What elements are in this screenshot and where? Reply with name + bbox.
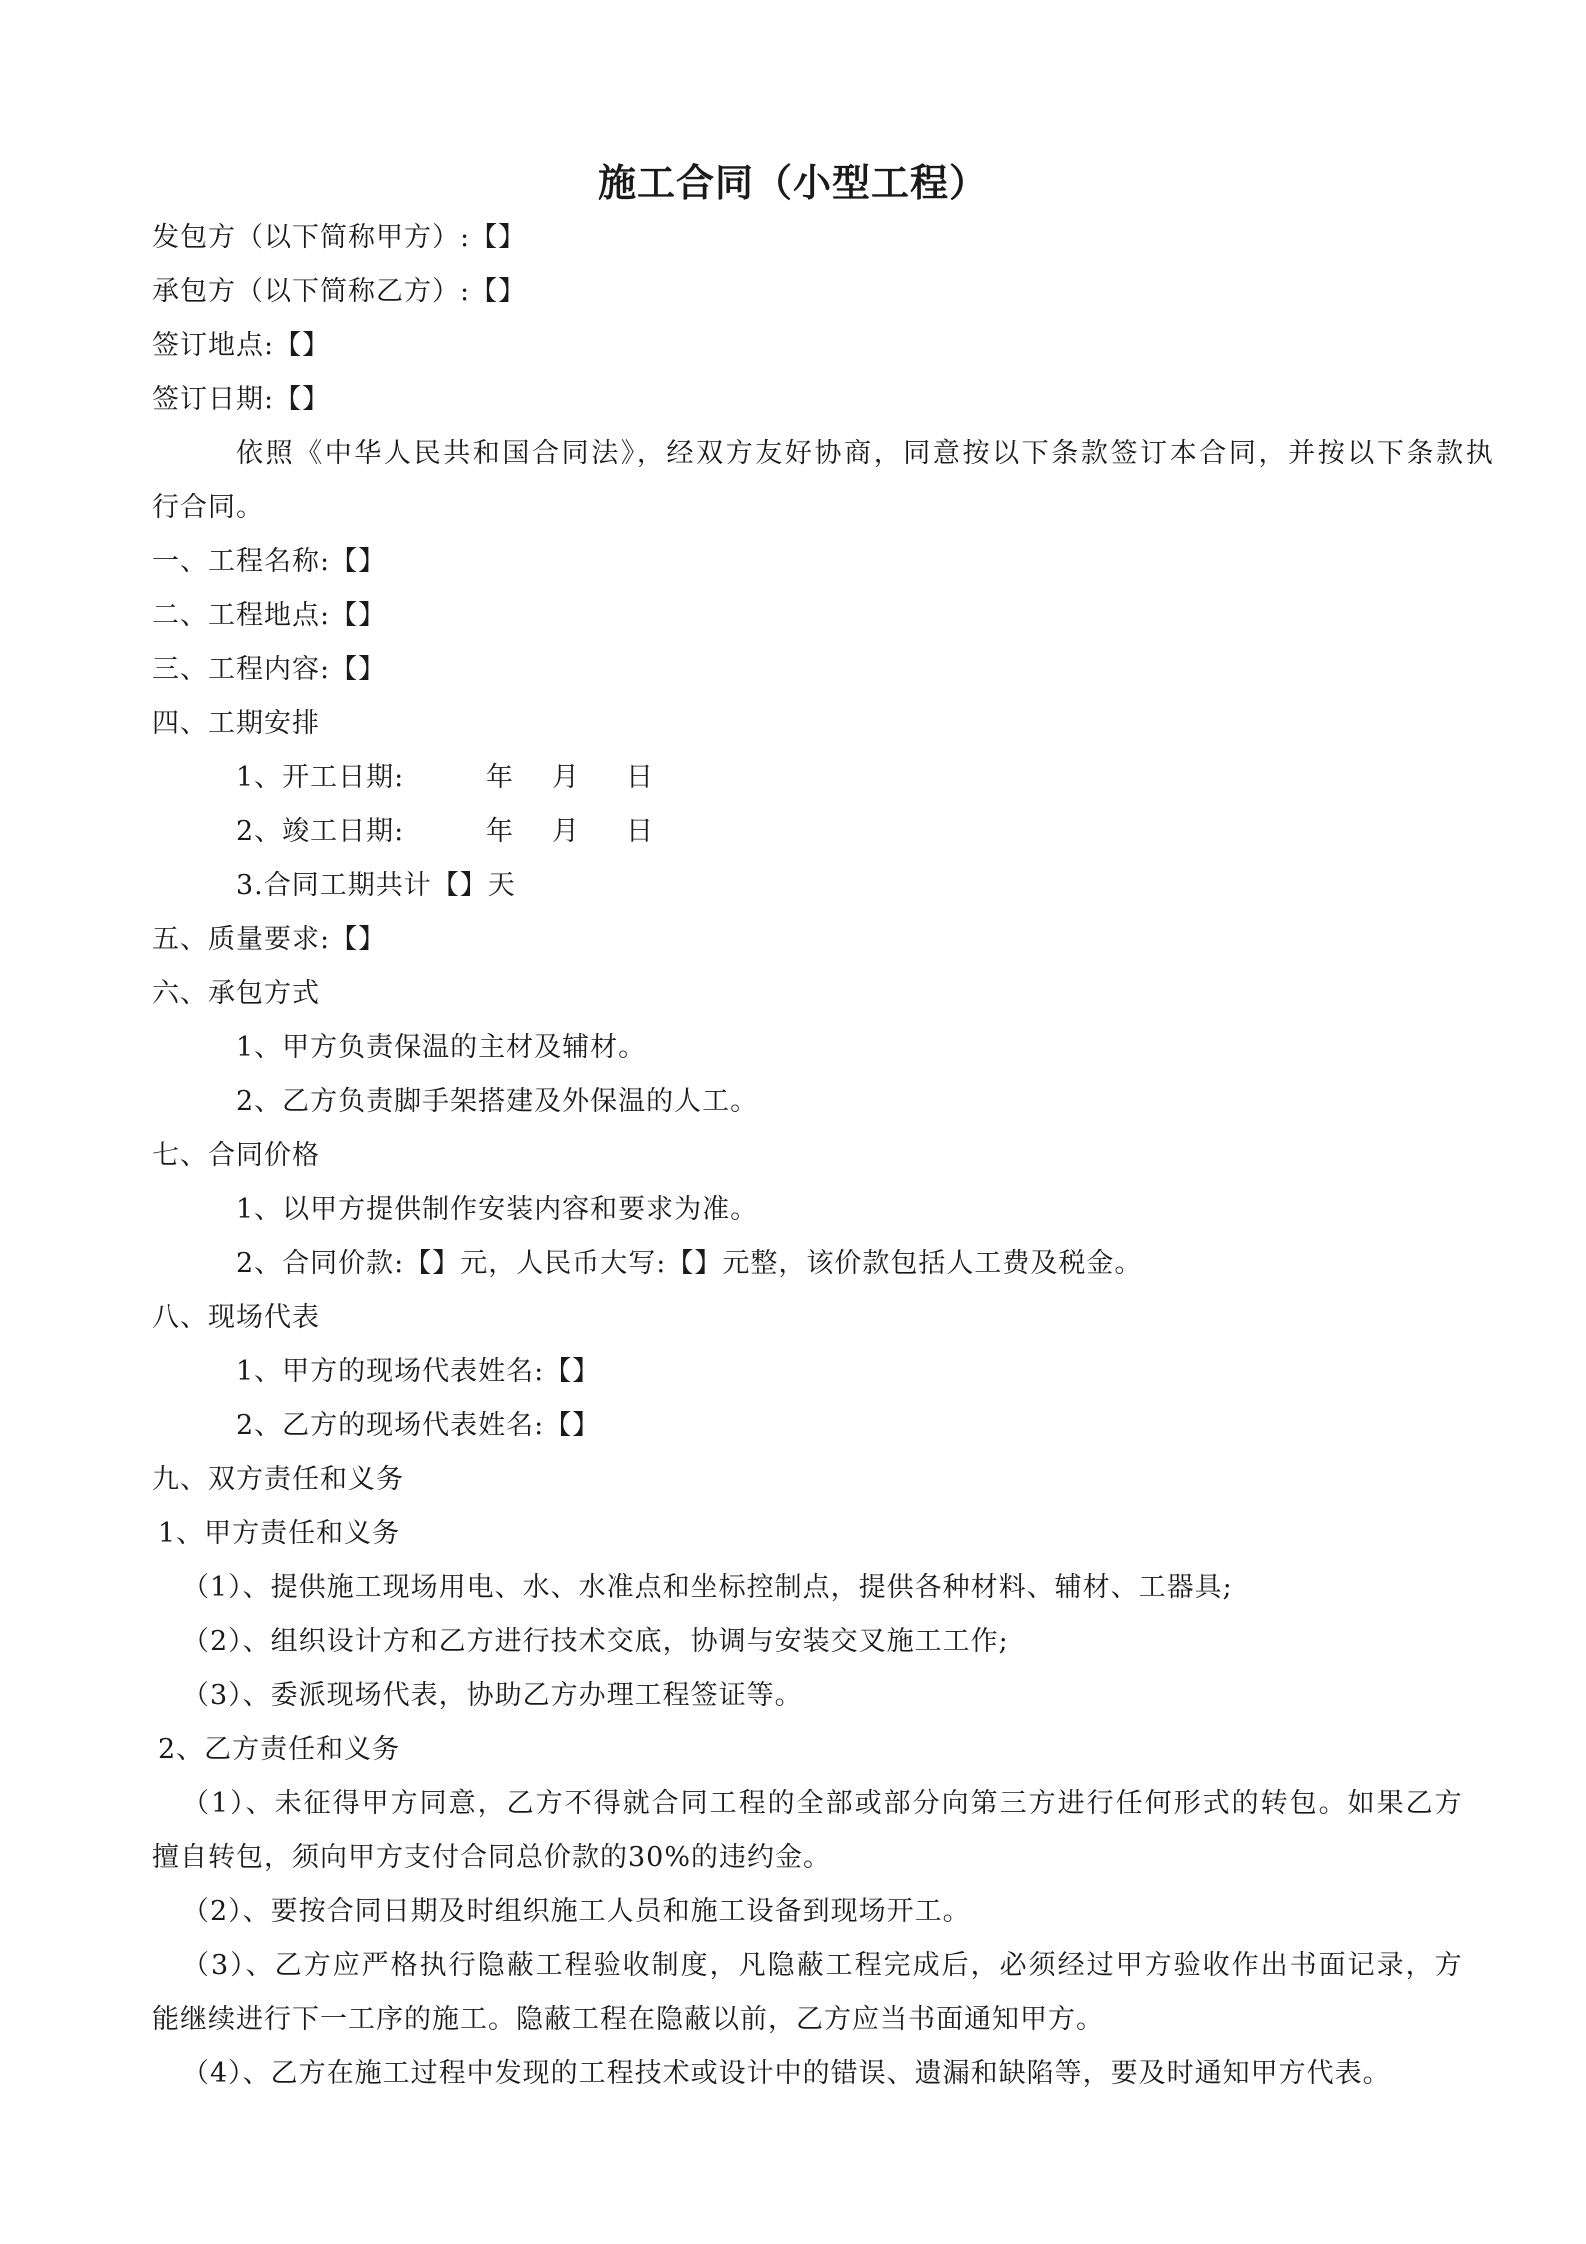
party-b-duty-4: （4）、乙方在施工过程中发现的工程技术或设计中的错误、遗漏和缺陷等，要及时通知甲方代表。: [182, 2058, 1391, 2089]
party-a-duties-heading: 1、甲方责任和义务: [158, 1518, 401, 1549]
start-date-label: 1、开工日期:: [236, 762, 405, 793]
party-b-duty-2: （2）、要按合同日期及时组织施工人员和施工设备到现场开工。: [182, 1896, 971, 1927]
document-title: 施工合同（小型工程）: [597, 160, 988, 205]
intro-paragraph-line-2: 行合同。: [152, 492, 264, 523]
signing-date-line: 签订日期:【】: [152, 384, 331, 415]
total-duration-line: 3.合同工期共计【】天: [236, 870, 516, 901]
price-item-1: 1、以甲方提供制作安装内容和要求为准。: [236, 1194, 759, 1225]
party-a-duty-3: （3）、委派现场代表，协助乙方办理工程签证等。: [182, 1680, 803, 1711]
quality-line: 五、质量要求:【】: [152, 924, 387, 955]
project-content-line: 三、工程内容:【】: [152, 654, 387, 685]
end-date-month: 月: [552, 816, 579, 847]
party-b-duty-3-line-1: （3）、乙方应严格执行隐蔽工程验收制度，凡隐蔽工程完成后，必须经过甲方验收作出书面记录，方: [182, 1950, 1464, 1981]
start-date-year: 年: [486, 762, 513, 793]
end-date-day: 日: [626, 816, 653, 847]
end-date-year: 年: [486, 816, 513, 847]
employer-line: 发包方（以下简称甲方）:【】: [152, 222, 527, 253]
duties-heading: 九、双方责任和义务: [152, 1464, 404, 1495]
start-date-month: 月: [552, 762, 579, 793]
contract-method-heading: 六、承包方式: [152, 978, 320, 1009]
party-b-duties-heading: 2、乙方责任和义务: [158, 1734, 401, 1765]
intro-paragraph-line-1: 依照《中华人民共和国合同法》，经双方友好协商，同意按以下条款签订本合同，并按以下条款执: [236, 438, 1496, 469]
price-item-2: 2、合同价款:【】元，人民币大写:【】元整，该价款包括人工费及税金。: [236, 1248, 1143, 1279]
contract-method-item-2: 2、乙方负责脚手架搭建及外保温的人工。: [236, 1086, 759, 1117]
representative-item-2: 2、乙方的现场代表姓名:【】: [236, 1410, 601, 1441]
end-date-label: 2、竣工日期:: [236, 816, 405, 847]
party-a-duty-2: （2）、组织设计方和乙方进行技术交底，协调与安装交叉施工工作;: [182, 1626, 1009, 1657]
schedule-heading: 四、工期安排: [152, 708, 320, 739]
project-name-line: 一、工程名称:【】: [152, 546, 387, 577]
start-date-day: 日: [626, 762, 653, 793]
contract-method-item-1: 1、甲方负责保温的主材及辅材。: [236, 1032, 647, 1063]
representative-item-1: 1、甲方的现场代表姓名:【】: [236, 1356, 601, 1387]
project-location-line: 二、工程地点:【】: [152, 600, 387, 631]
price-heading: 七、合同价格: [152, 1140, 320, 1171]
party-b-duty-1-line-2: 擅自转包，须向甲方支付合同总价款的30%的违约金。: [152, 1842, 832, 1873]
representative-heading: 八、现场代表: [152, 1302, 320, 1333]
party-b-duty-3-line-2: 能继续进行下一工序的施工。隐蔽工程在隐蔽以前，乙方应当书面通知甲方。: [152, 2004, 1104, 2035]
party-b-duty-1-line-1: （1）、未征得甲方同意，乙方不得就合同工程的全部或部分向第三方进行任何形式的转包。如果乙方: [182, 1788, 1464, 1819]
party-a-duty-1: （1）、提供施工现场用电、水、水准点和坐标控制点，提供各种材料、辅材、工器具;: [182, 1572, 1233, 1603]
signing-place-line: 签订地点:【】: [152, 330, 331, 361]
contractor-line: 承包方（以下简称乙方）:【】: [152, 276, 527, 307]
